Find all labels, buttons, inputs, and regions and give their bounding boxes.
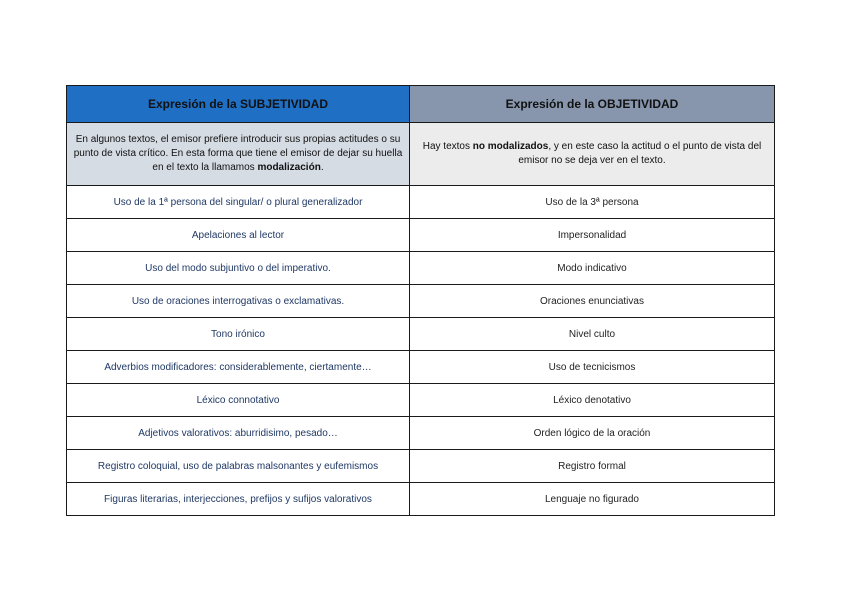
cell-objetividad: Impersonalidad [410,219,775,252]
table-row [67,318,775,351]
table-row [67,186,775,219]
cell-subjetividad: Apelaciones al lector [67,219,410,252]
cell-subjetividad: Registro coloquial, uso de palabras malsonantes y eufemismos [67,450,410,483]
table-row [67,351,775,384]
intro-right-end: , y en este caso la actitud o el punto de vista del emisor no se deja ver en el texto. [518,141,762,166]
header-subjetividad: Expresión de la SUBJETIVIDAD [67,86,410,123]
cell-objetividad: Registro formal [410,450,775,483]
cell-subjetividad: Uso de la 1ª persona del singular/ o plural generalizador [67,186,410,219]
table-row [67,483,775,516]
intro-subjetividad [67,123,410,186]
table-row [67,285,775,318]
cell-subjetividad: Figuras literarias, interjecciones, prefijos y sufijos valorativos [67,483,410,516]
table-row [67,384,775,417]
cell-subjetividad: Adverbios modificadores: considerablemente, ciertamente… [67,351,410,384]
header-objetividad: Expresión de la OBJETIVIDAD [410,86,775,123]
intro-left-text: En algunos textos, el emisor prefiere introducir sus propias actitudes o su punto de vista crítico. En esta forma que tiene el emisor de dejar su huella en el texto la llamamos [73,134,403,173]
table-row [67,450,775,483]
cell-objetividad: Uso de la 3ª persona [410,186,775,219]
table-row [67,417,775,450]
cell-subjetividad: Uso del modo subjuntivo o del imperativo. [67,252,410,285]
cell-subjetividad: Tono irónico [67,318,410,351]
cell-objetividad: Modo indicativo [410,252,775,285]
cell-objetividad: Lenguaje no figurado [410,483,775,516]
cell-objetividad: Uso de tecnicismos [410,351,775,384]
cell-subjetividad: Uso de oraciones interrogativas o exclamativas. [67,285,410,318]
table-row [67,252,775,285]
intro-right-bold: no modalizados [472,141,549,152]
cell-objetividad: Orden lógico de la oración [410,417,775,450]
intro-row [67,123,775,186]
cell-objetividad: Oraciones enunciativas [410,285,775,318]
intro-right-text: Hay textos [422,141,473,152]
intro-objetividad [410,123,775,186]
cell-subjetividad: Léxico connotativo [67,384,410,417]
intro-left-end: . [320,162,324,173]
cell-objetividad: Léxico denotativo [410,384,775,417]
cell-subjetividad: Adjetivos valorativos: aburridisimo, pesado… [67,417,410,450]
intro-left-bold: modalización [257,162,321,173]
header-row [67,86,775,123]
cell-objetividad: Nivel culto [410,318,775,351]
table-row [67,219,775,252]
comparison-table [66,85,775,516]
